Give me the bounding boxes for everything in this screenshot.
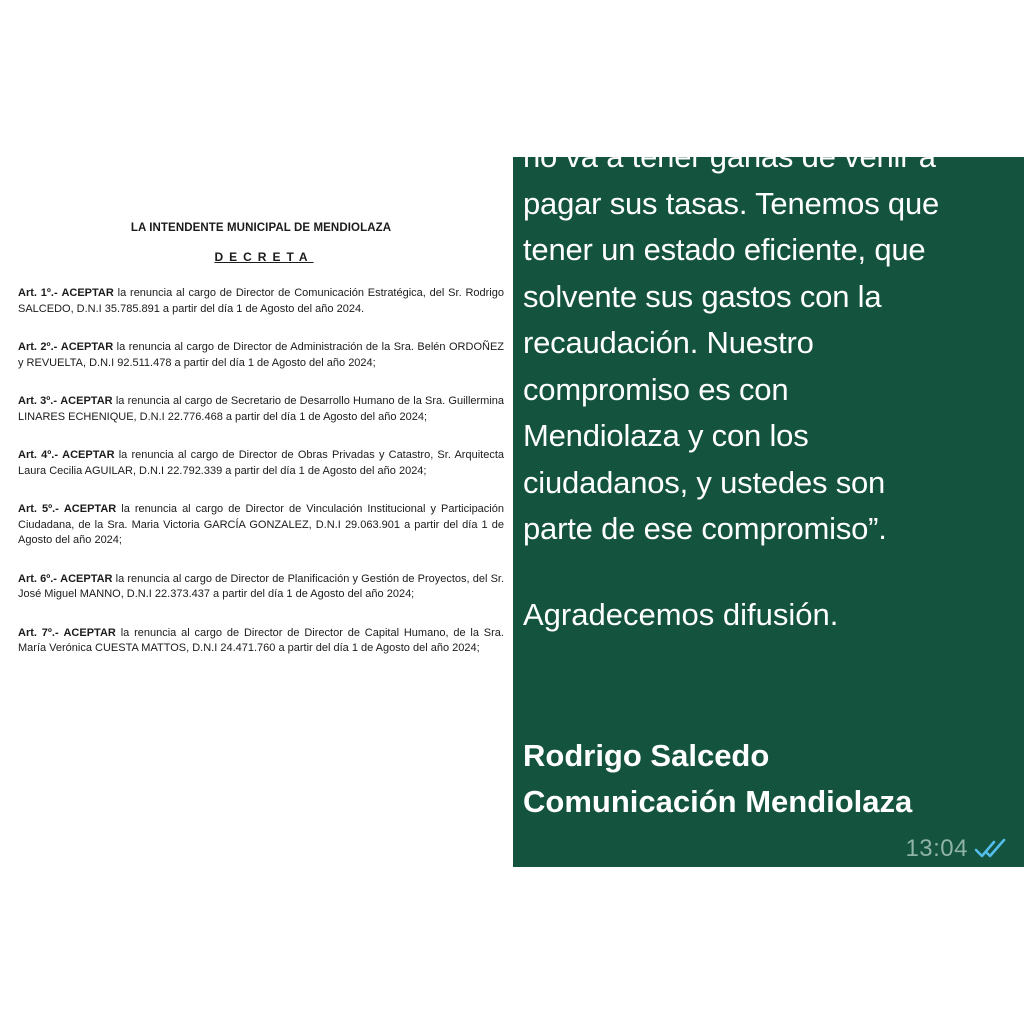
message-line: solvente sus gastos con la [523, 278, 882, 314]
decree-article-2 [18, 340, 504, 371]
message-meta [905, 835, 1010, 863]
article-number: Art. 3º.- [18, 395, 58, 407]
article-text: la renuncia al cargo de Secretario de Desarrollo Humano de la Sra. Guillermina LINARES ECHENIQUE, D.N.I 22.776.468 a partir del día 1 de Agosto del año 2024; [18, 395, 505, 423]
decree-article-3 [18, 394, 504, 425]
message-timestamp: 13:04 [905, 835, 968, 862]
article-number: Art. 1º.- [18, 287, 58, 299]
message-line: ciudadanos, y ustedes son [523, 464, 886, 500]
article-text: la renuncia al cargo de Director de Vinculación Institucional y Participación Ciudadana, de la Sra. Maria Victoria GARCÍA GONZALEZ, D.N.I 29.063.901 a partir del día 1 de Agosto del año 2024; [18, 503, 504, 546]
article-number: Art. 6º.- [18, 572, 57, 585]
message-signature [523, 733, 912, 825]
decree-document [18, 214, 504, 680]
article-text: la renuncia al cargo de Director de Comunicación Estratégica, del Sr. Rodrigo SALCEDO, D.N.I 35.785.891 a partir del día 1 de Agosto del año 2024. [18, 287, 504, 315]
message-line: pagar sus tasas. Tenemos que [523, 185, 940, 221]
message-line: Mendiolaza y con los [523, 418, 809, 453]
signature-organization: Comunicación Mendiolaza [523, 784, 913, 819]
decree-article-7 [18, 626, 504, 657]
decree-article-5 [18, 502, 504, 549]
decree-article-list [18, 286, 504, 657]
double-check-icon [974, 837, 1010, 861]
article-verb: ACEPTAR [63, 626, 116, 639]
article-number: Art. 2º.- [18, 341, 58, 353]
decree-article-4 [18, 448, 504, 479]
article-number: Art. 7º.- [18, 626, 59, 639]
decree-subheading: DECRETA [214, 250, 314, 264]
message-line: recaudación. Nuestro [523, 325, 814, 360]
decree-heading: LA INTENDENTE MUNICIPAL DE MENDIOLAZA [130, 222, 392, 234]
article-verb: ACEPTAR [62, 449, 115, 461]
message-outro: Agradecemos difusión. [523, 597, 839, 632]
article-text: la renuncia al cargo de Director de Administración de la Sra. Belén ORDOÑEZ y REVUELTA, D.N.I 92.511.478 a partir del día 1 de Agosto del año 2024; [18, 341, 505, 369]
message-line: compromiso es con [523, 371, 789, 407]
decree-article-6 [18, 572, 504, 603]
article-text: la renuncia al cargo de Director de Obras Privadas y Catastro, Sr. Arquitecta Laura Cecilia AGUILAR, D.N.I 22.792.339 a partir del día 1 de Agosto del año 2024; [18, 449, 504, 477]
signature-name: Rodrigo Salcedo [523, 738, 770, 773]
article-verb: ACEPTAR [60, 395, 113, 407]
article-number: Art. 4º.- [18, 449, 58, 461]
message-bubble[interactable] [513, 139, 1024, 867]
message-body [523, 134, 1013, 553]
article-verb: ACEPTAR [60, 341, 114, 353]
message-line: parte de ese compromiso”. [523, 511, 887, 546]
article-text: la renuncia al cargo de Director de Planificación y Gestión de Proyectos, del Sr. José Miguel MANNO, D.N.I 22.373.437 a partir del día 1 de Agosto del año 2024; [18, 572, 505, 600]
article-verb: ACEPTAR [60, 572, 113, 585]
article-number: Art. 5º.- [18, 503, 59, 515]
article-verb: ACEPTAR [61, 287, 114, 299]
decree-article-1 [18, 286, 504, 317]
message-line: no va a tener ganas de venir a [523, 139, 936, 174]
article-text: la renuncia al cargo de Director de Director de Capital Humano, de la Sra. María Verónica CUESTA MATTOS, D.N.I 24.471.760 a partir del día 1 de Agosto del año 2024; [18, 626, 504, 654]
message-line: tener un estado eficiente, que [523, 232, 926, 267]
article-verb: ACEPTAR [63, 503, 117, 515]
